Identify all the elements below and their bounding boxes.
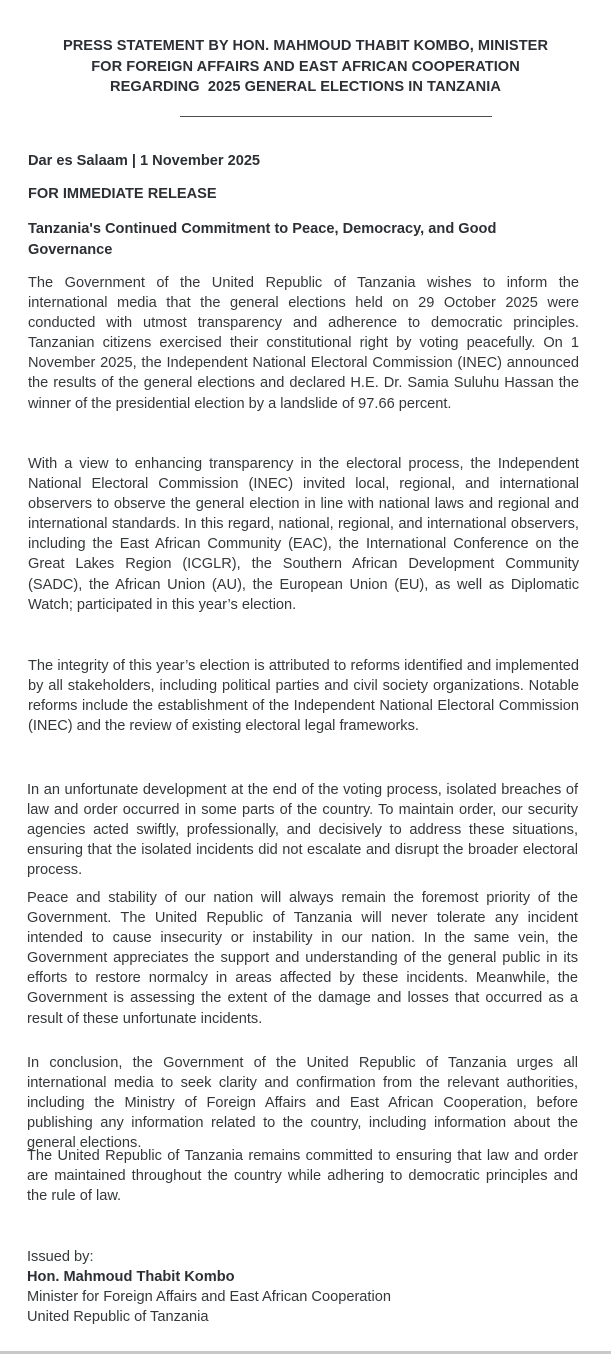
title-line-2: FOR FOREIGN AFFAIRS AND EAST AFRICAN COOPERATION [91,58,520,75]
paragraph-election-results: The Government of the United Republic of Tanzania wishes to inform the international media that the general elections held on 29 October 2025 were conducted with utmost transparency and adherence to democratic principles. Tanzanian citizens exercised their constitutional right by voting peacefully. On 1 November 2025, the Independent National Electoral Commission (INEC) announced the results of the general elections and declared H.E. Dr. Samia Suluhu Hassan the winner of the presidential election by a landslide of 97.66 percent. [28,275,579,412]
dateline: Dar es Salaam | 1 November 2025 [28,153,261,169]
paragraph-observers: With a view to enhancing transparency in the electoral process, the Independent National Electoral Commission (INEC) invited local, regional, and international observers to observe the general election in line with national laws and regional and international standards. In this regard, national, regional, and international observers, including the East African Community (EAC), the International Conference on the Great Lakes Region (ICGLR), the Southern African Development Community (SADC), the African Union (AU), the European Union (EU), as well as Diplomatic Watch; participated in this year’s election. [28,456,579,613]
title-line-3: REGARDING 2025 GENERAL ELECTIONS IN TANZANIA [110,79,501,95]
paragraph-reforms: The integrity of this year’s election is attributed to reforms identified and implemented by all stakeholders, including political parties and civil society organizations. Notable reforms include the establishment of the Independent National Electoral Commission (INEC) and the review of existing electoral legal frameworks. [28,658,579,735]
signature-block [27,1247,391,1327]
title-line-1: PRESS STATEMENT BY HON. MAHMOUD THABIT KOMBO, MINISTER [62,38,549,54]
paragraph-commitment: The United Republic of Tanzania remains committed to ensuring that law and order are maintained throughout the country while adhering to democratic principles and the rule of law. [27,1148,578,1205]
subheading: Tanzania's Continued Commitment to Peace, Democracy, and Good Governance [28,221,497,258]
document-title [0,36,611,98]
title-underline-divider [180,116,492,117]
paragraph-breaches: In an unfortunate development at the end of the voting process, isolated breaches of law and order occurred in some parts of the country. To maintain order, our security agencies acted swiftly, professionally, and decisively to address these situations, ensuring that the isolated incidents did not escalate and disrupt the broader electoral process. [27,782,578,879]
paragraph-peace-stability: Peace and stability of our nation will always remain the foremost priority of the Government. The United Republic of Tanzania will never tolerate any incident intended to cause insecurity or instability in our nation. In the same vein, the Government appreciates the support and understanding of the general public in its efforts to restore normalcy in areas affected by these incidents. Meanwhile, the Government is assessing the extent of the damage and losses that occurred as a result of these unfortunate incidents. [27,890,578,1027]
signatory-name: Hon. Mahmoud Thabit Kombo [27,1269,235,1285]
issued-by-label: Issued by: [27,1249,94,1265]
signatory-position: Minister for Foreign Affairs and East African Cooperation [27,1289,391,1305]
release-label: FOR IMMEDIATE RELEASE [28,186,217,202]
signatory-country: United Republic of Tanzania [27,1309,209,1325]
paragraph-conclusion: In conclusion, the Government of the United Republic of Tanzania urges all international media to seek clarity and confirmation from the relevant authorities, including the Ministry of Foreign Affairs and East African Cooperation, before publishing any information related to the country, including information about the general elections. [27,1055,578,1152]
